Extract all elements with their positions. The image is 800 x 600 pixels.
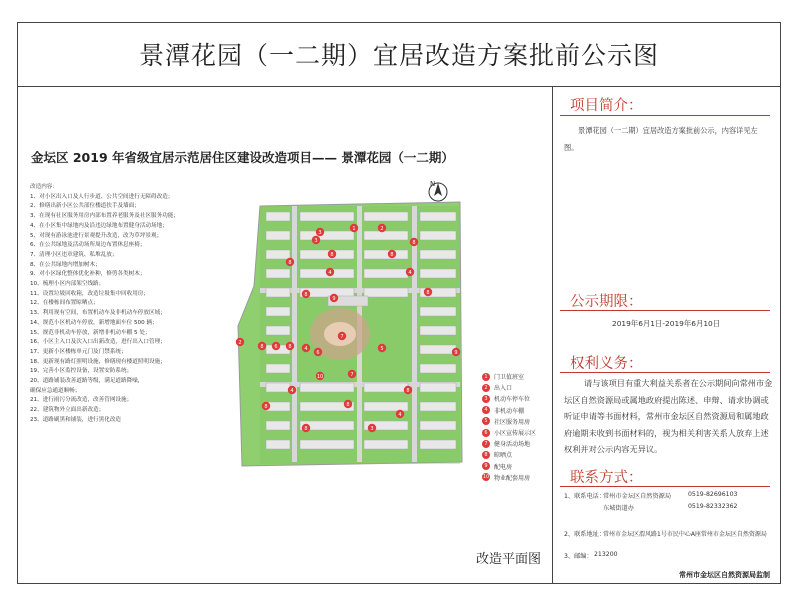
legend-label: 配电房 xyxy=(494,463,513,471)
note-item: 15、规范非机动车停放，新增非机动车棚 5 处； xyxy=(30,329,151,336)
legend-number: 7 xyxy=(482,440,490,448)
note-item: 16、小区主入口及次入口出新改造，进行出入口管理； xyxy=(30,339,166,346)
legend-label: 机动车停车位 xyxy=(494,396,531,404)
north-label: N xyxy=(430,180,436,188)
period-text: 2019年6月1日-2019年6月10日 xyxy=(612,319,721,328)
title-bar xyxy=(17,22,781,87)
legend-item xyxy=(482,416,536,427)
map-marker-label: 8 xyxy=(406,388,410,394)
residential-building xyxy=(364,269,408,278)
right-panel xyxy=(553,87,781,584)
legend-number: 8 xyxy=(482,451,490,459)
note-item: 23、道路刷黑和铺装，进行黑化改造 xyxy=(30,416,122,423)
legend-item xyxy=(482,393,536,404)
residential-building xyxy=(364,212,408,221)
legend-number: 2 xyxy=(482,384,490,392)
legend-number: 4 xyxy=(482,406,490,414)
map-marker-label: 9 xyxy=(332,296,336,302)
legend-item xyxy=(482,461,536,472)
map-marker-label: 6 xyxy=(274,344,278,350)
site-plan-map[interactable] xyxy=(232,176,464,468)
notes-header: 改造内容： xyxy=(30,184,58,190)
renovation-notes xyxy=(30,183,210,426)
map-marker-label: 8 xyxy=(346,402,350,408)
legend-item xyxy=(482,449,536,460)
phone1-org: 常州市金坛区自然资源局 xyxy=(603,493,672,500)
legend-item xyxy=(482,371,536,382)
residential-building xyxy=(266,326,290,335)
residential-building xyxy=(364,440,408,449)
residential-building xyxy=(420,421,456,430)
note-item: 12、在楼栋间布置晾晒点； xyxy=(30,300,99,307)
map-marker-label: 7 xyxy=(350,372,354,378)
legend-item xyxy=(482,472,536,483)
phone2-org: 东城街道办 xyxy=(603,505,634,512)
residential-building xyxy=(300,212,354,221)
residential-building xyxy=(420,250,456,259)
residential-building xyxy=(266,250,290,259)
residential-building xyxy=(266,383,290,392)
rights-title: 权利义务： xyxy=(570,356,643,372)
note-item: 14、规范小区机动车停放，新增地面车位 500 辆； xyxy=(30,319,158,326)
note-item: 6、在公共绿地及活动场所周边布置休息座椅； xyxy=(30,242,146,249)
residential-building xyxy=(364,383,408,392)
legend-number: 5 xyxy=(482,417,490,425)
note-item: 9、对小区绿化整体优化补种，修剪各类树木； xyxy=(30,271,146,278)
residential-building xyxy=(300,231,354,240)
road xyxy=(292,206,297,462)
residential-building xyxy=(420,364,456,373)
map-marker-label: 4 xyxy=(398,412,402,418)
map-marker-label: 2 xyxy=(238,340,242,346)
residential-building xyxy=(420,307,456,316)
note-item: 2、修缮出新小区公共部位楼道扶手及墙面； xyxy=(30,203,140,210)
map-marker-label: 8 xyxy=(426,290,430,296)
map-marker-label: 8 xyxy=(330,252,334,258)
map-marker-label: 8 xyxy=(260,344,264,350)
map-marker-label: 3 xyxy=(370,426,374,432)
map-marker-label: 8 xyxy=(390,252,394,258)
note-item: 20、道路铺装改善道路等级，满足道路降噪， xyxy=(30,378,144,385)
note-item: 22、建筑物外立面出新改造； xyxy=(30,407,105,414)
legend-number: 1 xyxy=(482,373,490,381)
legend-item xyxy=(482,405,536,416)
address-text: 常州市金坛区渭风路1号市民中心A座常州市金坛区自然资源局 xyxy=(603,531,767,538)
map-marker-label: 4 xyxy=(328,270,332,276)
map-marker-label: 8 xyxy=(288,260,292,266)
legend-label: 健身活动场地 xyxy=(494,441,531,449)
map-marker-label: 8 xyxy=(304,292,308,298)
legend-number: 9 xyxy=(482,462,490,470)
rights-divider xyxy=(560,372,770,373)
residential-building xyxy=(266,231,290,240)
phone1-number: 0519-82696103 xyxy=(688,491,738,498)
map-marker-label: 1 xyxy=(352,226,356,232)
map-marker-label: 4 xyxy=(408,270,412,276)
contact-divider xyxy=(560,486,770,487)
rights-text: 请与该项目有重大利益关系者在公示期间向常州市金坛区自然资源局或属地政府提出陈述、申辩、请求协调或听证申请等书面材料，常州市金坛区自然资源局和属地政府逾期未收到书面材料的，视为相关利害关系人放弃上述权利并对公示内容无异议。 xyxy=(564,378,773,454)
map-marker-label: 8 xyxy=(304,426,308,432)
page-title: 景潭花园（一二期）宜居改造方案批前公示图 xyxy=(138,41,659,70)
note-item: 18、更新现有路灯照明设施，修缮现有楼道照明设施； xyxy=(30,358,166,365)
legend-label: 小区宣传展示区 xyxy=(494,430,537,438)
period-divider xyxy=(560,310,770,311)
notes-list xyxy=(30,193,210,426)
phone-label: 1、联系电话： xyxy=(564,493,606,500)
contact-title: 联系方式： xyxy=(570,470,643,486)
note-item: 7、清理小区违章建筑、私堆乱放； xyxy=(30,251,118,258)
map-marker-label: 2 xyxy=(380,226,384,232)
residential-building xyxy=(420,231,456,240)
map-marker-label: 5 xyxy=(380,346,384,352)
note-item: 19、完善小区监控设备，设置安防系统； xyxy=(30,368,133,375)
note-item: 确保应急通道顺畅； xyxy=(30,387,81,394)
plan-caption: 改造平面图 xyxy=(476,552,542,567)
note-item: 3、在现有社区服务用房内部布置养老服务及社区服务功能； xyxy=(30,213,179,220)
period-title: 公示期限： xyxy=(570,294,643,310)
intro-divider xyxy=(560,115,770,116)
map-marker-label: 4 xyxy=(304,346,308,352)
note-item: 17、更新小区楼栋单元门及门禁系统； xyxy=(30,348,127,355)
note-item: 8、在公共绿地内增加树木； xyxy=(30,261,101,268)
legend-label: 物业配套用房 xyxy=(494,474,531,482)
map-marker-label: 8 xyxy=(288,344,292,350)
legend-item xyxy=(482,427,536,438)
residential-building xyxy=(420,383,456,392)
residential-building xyxy=(420,326,456,335)
note-item: 10、梳理小区内部架空线路； xyxy=(30,281,105,288)
plan-heading: 金坛区 2019 年省级宜居示范居住区建设改造项目—— 景潭花园（一二期） xyxy=(31,150,454,165)
note-item: 11、设置垃圾回收箱，改造垃圾集中回收用房； xyxy=(30,290,149,297)
map-marker-label: 3 xyxy=(318,230,322,236)
note-item: 13、利用现有空间，布置机动车及非机动车停放区域； xyxy=(30,310,166,317)
residential-building xyxy=(266,364,290,373)
note-item: 21、进行雨污分流改造，改善管网设施； xyxy=(30,397,133,404)
legend-number: 6 xyxy=(482,429,490,437)
residential-building xyxy=(420,345,456,354)
note-item: 4、在小区集中绿地内及沿违边绿地布置健身活动场地； xyxy=(30,222,168,229)
legend-number: 10 xyxy=(482,474,490,481)
legend-item xyxy=(482,382,536,393)
map-marker-label: 8 xyxy=(264,404,268,410)
map-marker-label: 8 xyxy=(412,240,416,246)
residential-building xyxy=(266,440,290,449)
intro-text: 景潭花园（一二期）宜居改造方案批前公示，内容详见左图。 xyxy=(564,126,758,152)
residential-building xyxy=(420,269,456,278)
issuer-footer: 常州市金坛区自然资源局监制 xyxy=(679,571,770,579)
residential-building xyxy=(364,288,408,297)
legend-number: 3 xyxy=(482,395,490,403)
legend-label: 晾晒点 xyxy=(494,452,513,460)
residential-building xyxy=(420,212,456,221)
legend-label: 门卫值班室 xyxy=(494,374,525,382)
residential-building xyxy=(266,288,290,297)
map-marker-label: 9 xyxy=(454,350,458,356)
residential-building xyxy=(300,250,354,259)
residential-building xyxy=(420,440,456,449)
map-marker-label: 6 xyxy=(316,350,320,356)
residential-building xyxy=(300,440,354,449)
map-marker-label: 10 xyxy=(316,374,324,380)
residential-building xyxy=(266,269,290,278)
residential-building xyxy=(364,231,408,240)
phone2-number: 0519-82332362 xyxy=(688,503,738,510)
postcode-label: 3、邮编： xyxy=(564,553,593,560)
residential-building xyxy=(266,421,290,430)
residential-building xyxy=(266,307,290,316)
map-legend xyxy=(482,371,536,483)
note-item: 5、对现有游泳池进行景观提升改造，改为草坪景观； xyxy=(30,232,163,239)
map-marker-label: 4 xyxy=(290,388,294,394)
legend-item xyxy=(482,438,536,449)
intro-title: 项目简介： xyxy=(570,98,643,114)
legend-label: 出入口 xyxy=(494,385,513,393)
legend-label: 社区服务用房 xyxy=(494,418,531,426)
residential-building xyxy=(420,402,456,411)
note-item: 1、对小区出入口及人行步道、公共空间进行无障碍改造； xyxy=(30,193,174,200)
residential-building xyxy=(364,250,408,259)
address-label: 2、联系地址： xyxy=(564,531,606,538)
map-marker-label: 7 xyxy=(340,334,344,340)
residential-building xyxy=(300,383,354,392)
residential-building xyxy=(266,212,290,221)
residential-building xyxy=(364,402,408,411)
postcode-value: 213200 xyxy=(594,551,618,558)
map-marker-label: 3 xyxy=(314,238,318,244)
legend-label: 非机动车棚 xyxy=(494,407,525,415)
